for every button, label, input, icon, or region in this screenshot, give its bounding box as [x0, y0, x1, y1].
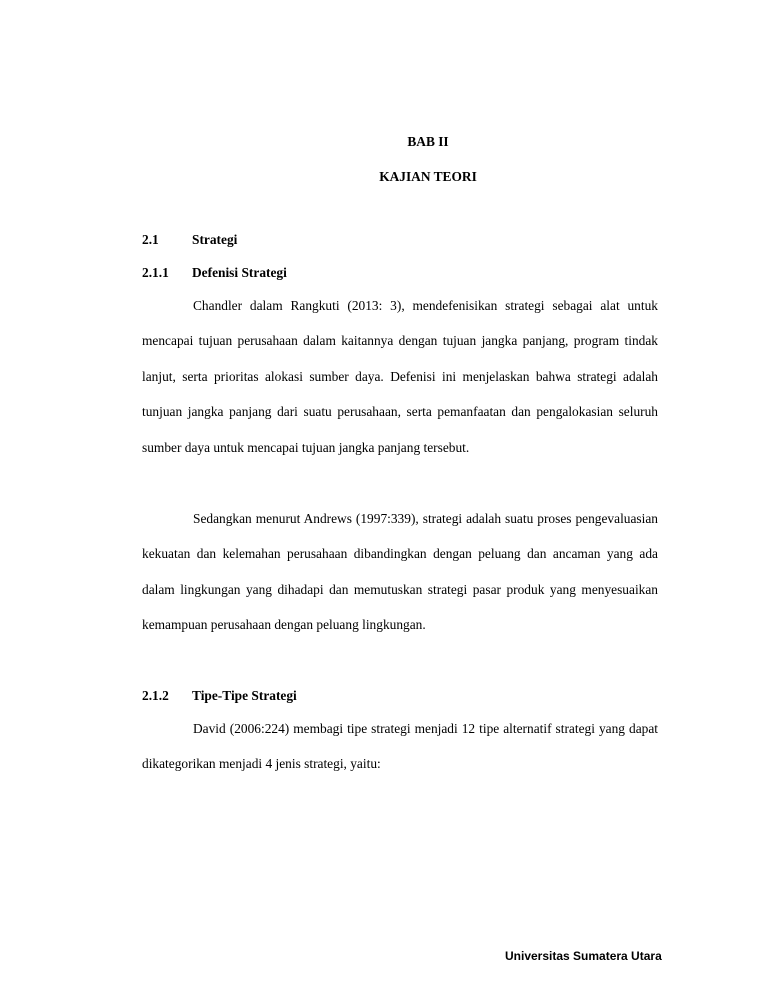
section-heading-2-1: [142, 232, 237, 248]
section-number: 2.1.1: [142, 265, 169, 280]
paragraph-andrews: [142, 501, 658, 643]
paragraph-text: Chandler dalam Rangkuti (2013: 3), mendefenisikan strategi sebagai alat untuk mencapai tujuan perusahaan dalam kaitannya dengan tujuan jangka panjang, program tindak lanjut, serta prioritas alokasi sumber daya. Defenisi ini menjelaskan bahwa strategi adalah tunjuan jangka panjang dari suatu perusahaan, serta pemanfaatan dan pengalokasian seluruh sumber daya untuk mencapai tujuan jangka panjang tersebut.: [142, 298, 658, 455]
footer-institution: Universitas Sumatera Utara: [505, 949, 662, 963]
section-title: Tipe-Tipe Strategi: [192, 688, 297, 703]
section-number: 2.1: [142, 232, 159, 247]
paragraph-david: [142, 711, 658, 782]
paragraph-definition: [142, 288, 658, 465]
paragraph-text: David (2006:224) membagi tipe strategi menjadi 12 tipe alternatif strategi yang dapat dikategorikan menjadi 4 jenis strategi, yaitu:: [142, 721, 658, 772]
section-title: Defenisi Strategi: [192, 265, 287, 280]
chapter-title: KAJIAN TEORI: [379, 169, 477, 184]
section-heading-2-1-2: [142, 688, 297, 704]
chapter-label: BAB II: [407, 134, 449, 149]
section-title: Strategi: [192, 232, 238, 247]
paragraph-text: Sedangkan menurut Andrews (1997:339), strategi adalah suatu proses pengevaluasian kekuatan dan kelemahan perusahaan dibandingkan dengan peluang dan ancaman yang ada dalam lingkungan yang dihadapi dan memutuskan strategi pasar produk yang menyesuaikan kemampuan perusahaan dengan peluang lingkungan.: [142, 511, 658, 633]
section-number: 2.1.2: [142, 688, 169, 703]
section-heading-2-1-1: [142, 265, 287, 281]
